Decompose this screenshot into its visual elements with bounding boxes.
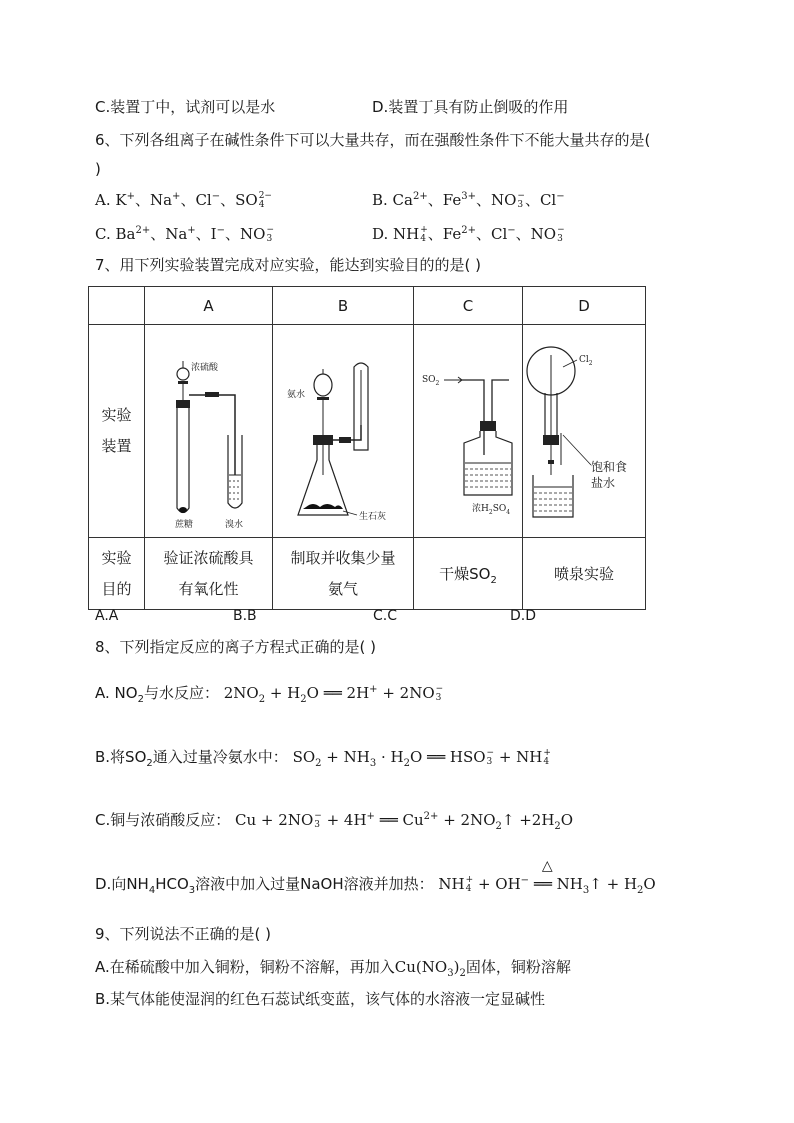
purpose-c: 干燥$SO_2$ [414, 538, 523, 610]
q5-option-d: D.装置丁具有防止倒吸的作用 [372, 98, 569, 116]
q8-option-a: A. $NO_2$与水反应： $2NO_2 + H_2O$ ══ 2H+ + 2NO − 3 [95, 684, 444, 705]
purpose-a: 验证浓硫酸具 有氧化性 [145, 538, 273, 610]
q7-option-c: C.C [373, 608, 398, 624]
apparatus-c-diagram [414, 325, 522, 533]
label-conc-sulfuric: 浓硫酸 [191, 363, 219, 373]
col-header-b: B [273, 287, 414, 325]
table-corner-cell [89, 287, 145, 325]
label-bromine-water: 溴水 [225, 520, 244, 530]
col-header-d: D [523, 287, 646, 325]
label-sucrose: 蔗糖 [175, 520, 194, 530]
apparatus-b-diagram [273, 325, 413, 533]
q6-option-b: B. $Ca^{2+}$、$Fe^{3+}$、NO − 3 、Cl− [372, 191, 565, 210]
label-cl2: $Cl_2$ [579, 355, 593, 367]
row-label-apparatus: 实验 装置 [89, 325, 145, 538]
apparatus-c-cell [414, 325, 523, 538]
q7-option-d: D.D [510, 608, 537, 624]
apparatus-d-diagram [523, 325, 645, 533]
q5-option-c: C.装置丁中，试剂可以是水 [95, 98, 276, 116]
row-label-purpose: 实验 目的 [89, 538, 145, 610]
q9-stem: 9、下列说法不正确的是( ) [95, 925, 272, 943]
q7-option-b: B.B [233, 608, 257, 624]
q6-stem: 6、下列各组离子在碱性条件下可以大量共存，而在强酸性条件下不能大量共存的是( [95, 131, 651, 149]
experiment-table [88, 286, 646, 610]
q6-option-d: D. NH + 4 、$Fe^{2+}$、Cl−、NO − 3 [372, 225, 565, 244]
q8-option-b: B.将$SO_2$通入过量冷氨水中： $SO_2 + NH_3 \cdot H_2O$ ══ HSO − 3 + NH + 4 [95, 748, 551, 769]
q6-stem-end: ) [95, 160, 101, 178]
q6-option-c: C. $Ba^{2+}$、Na+、I−、NO − 3 [95, 225, 274, 244]
apparatus-a-cell [145, 325, 273, 538]
purpose-b: 制取并收集少量 氨气 [273, 538, 414, 610]
q7-stem: 7、用下列实验装置完成对应实验，能达到实验目的的是( ) [95, 256, 482, 274]
col-header-c: C [414, 287, 523, 325]
apparatus-d-cell [523, 325, 646, 538]
label-so2: $SO_2$ [422, 375, 440, 387]
col-header-a: A [145, 287, 273, 325]
q8-option-d: D.向$NH_4HCO_3$溶液中加入过量NaOH溶液并加热： NH + 4 + OH− ══ △ $NH_3↑ + H_2O$ [95, 858, 656, 896]
q9-option-b: B.某气体能使湿润的红色石蕊试纸变蓝，该气体的水溶液一定显碱性 [95, 990, 546, 1008]
q6-option-a: A. K+、Na+、Cl−、SO 2− 4 [95, 191, 272, 210]
q8-stem: 8、下列指定反应的离子方程式正确的是( ) [95, 638, 377, 656]
apparatus-a-diagram [145, 325, 272, 533]
label-saturated-brine-2: 盐水 [591, 476, 616, 490]
label-conc-h2so4: 浓$H_2SO_4$ [472, 504, 511, 516]
label-saturated-brine-1: 饱和食 [591, 460, 628, 474]
q8-option-c: C.铜与浓硝酸反应： Cu + 2NO − 3 + 4H+ ══ $Cu^{2+}$ + $2NO_2↑ +2H_2O$ [95, 811, 574, 832]
apparatus-b-cell [273, 325, 414, 538]
label-ammonia-water: 氨水 [287, 390, 306, 400]
q7-option-a: A.A [95, 608, 119, 624]
purpose-d: 喷泉实验 [523, 538, 646, 610]
q9-option-a: A.在稀硫酸中加入铜粉，铜粉不溶解，再加入$Cu(NO_3)_2$固体，铜粉溶解 [95, 958, 571, 979]
label-quicklime: 生石灰 [359, 512, 387, 522]
